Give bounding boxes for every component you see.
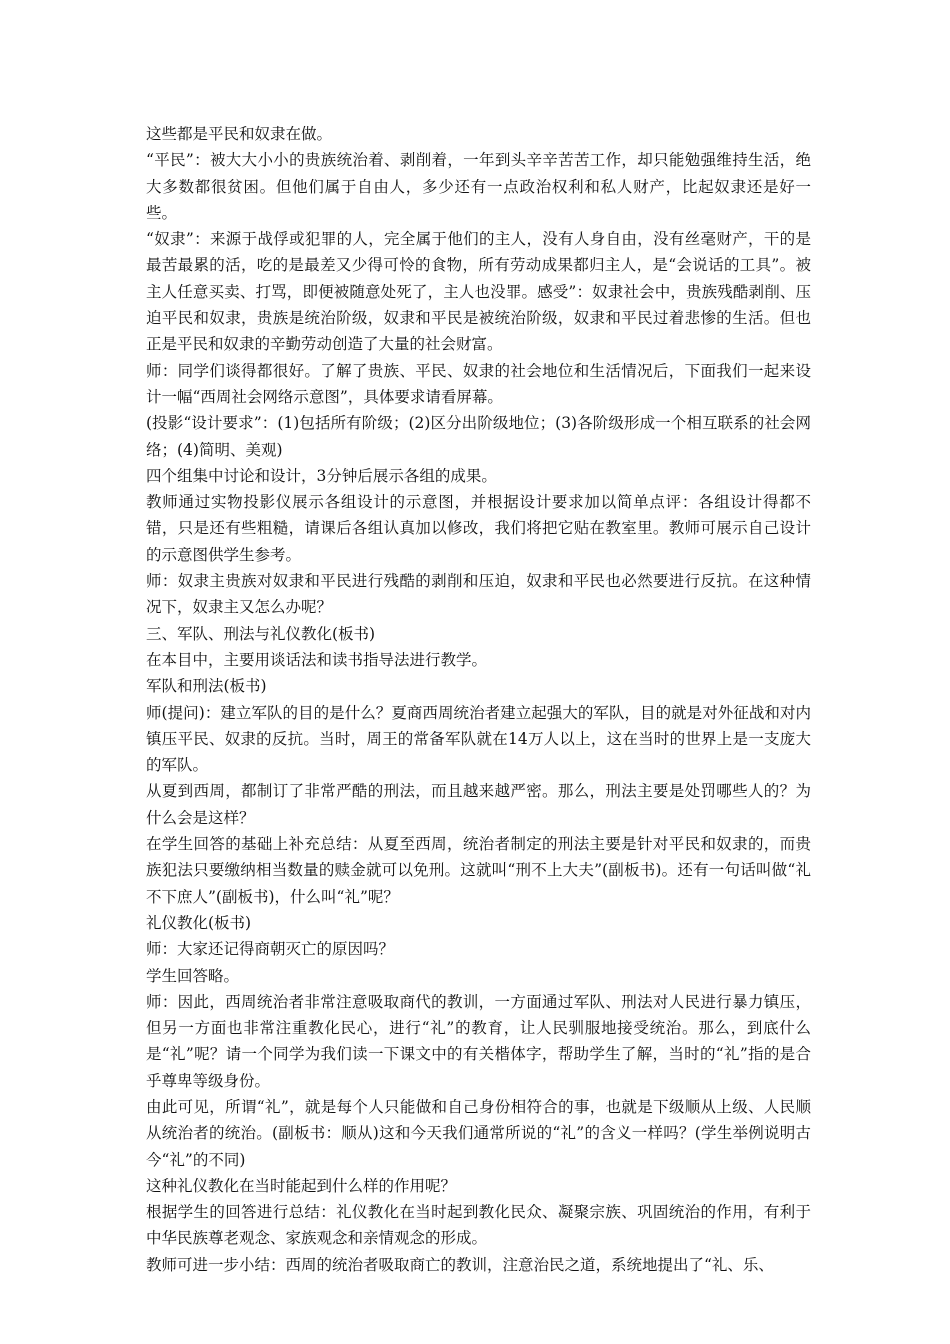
- paragraph: 师：同学们谈得都很好。了解了贵族、平民、奴隶的社会地位和生活情况后，下面我们一起来设计一幅“西周社会网络示意图”，具体要求请看屏幕。: [146, 361, 811, 406]
- paragraph: 这些都是平民和奴隶在做。: [146, 125, 333, 143]
- paragraph: 在本目中，主要用谈话法和读书指导法进行教学。: [146, 650, 488, 669]
- paragraph: “平民”：被大大小小的贵族统治着、剥削着，一年到头辛辛苦苦工作，却只能勉强维持生活，绝大多数都很贫困。但他们属于自由人，多少还有一点政治权利和私人财产，比起奴隶还是好一些。: [146, 151, 811, 222]
- paragraph: 师：因此，西周统治者非常注意吸取商代的教训，一方面通过军队、刑法对人民进行暴力镇压，但另一方面也非常注重教化民心，进行“礼”的教育，让人民驯服地接受统治。那么，到底什么是“礼”呢？请一个同学为我们读一下课文中的有关楷体字，帮助学生了解，当时的“礼”指的是合乎尊卑等级身份。: [146, 992, 811, 1090]
- paragraph: 四个组集中讨论和设计，3分钟后展示各组的成果。: [146, 466, 497, 485]
- paragraph: 教师可进一步小结：西周的统治者吸取商亡的教训，注意治民之道，系统地提出了“礼、乐、: [146, 1255, 774, 1274]
- paragraph: 师：奴隶主贵族对奴隶和平民进行残酷的剥削和压迫，奴隶和平民也必然要进行反抗。在这种情况下，奴隶主又怎么办呢？: [146, 572, 811, 617]
- section-heading: 三、军队、刑法与礼仪教化(板书): [146, 624, 376, 643]
- paragraph: 从夏到西周，都制订了非常严酷的刑法，而且越来越严密。那么，刑法主要是处罚哪些人的？为什么会是这样？: [146, 782, 811, 827]
- paragraph: 教师通过实物投影仪展示各组设计的示意图，并根据设计要求加以简单点评：各组设计得都不错，只是还有些粗糙，请课后各组认真加以修改，我们将把它贴在教室里。教师可展示自己设计的示意图供学生参考。: [146, 493, 811, 564]
- paragraph: 师(提问)：建立军队的目的是什么？夏商西周统治者建立起强大的军队，目的就是对外征战和对内镇压平民、奴隶的反抗。当时，周王的常备军队就在14万人以上，这在当时的世界上是一支庞大的军队。: [146, 703, 811, 775]
- paragraph: 根据学生的回答进行总结：礼仪教化在当时起到教化民众、凝聚宗族、巩固统治的作用，有利于中华民族尊老观念、家族观念和亲情观念的形成。: [146, 1203, 811, 1248]
- document-body: [146, 121, 811, 1278]
- paragraph: (投影“设计要求”：(1)包括所有阶级；(2)区分出阶级地位；(3)各阶级形成一个相互联系的社会网络；(4)简明、美观): [146, 414, 811, 459]
- paragraph: 在学生回答的基础上补充总结：从夏至西周，统治者制定的刑法主要是针对平民和奴隶的，而贵族犯法只要缴纳相当数量的赎金就可以免刑。这就叫“刑不上大夫”(副板书)。还有一句话叫做“礼不下庶人”(副板书)，什么叫“礼”呢？: [146, 835, 811, 906]
- paragraph: 师：大家还记得商朝灭亡的原因吗？: [146, 940, 395, 959]
- paragraph: 这种礼仪教化在当时能起到什么样的作用呢？: [146, 1176, 457, 1195]
- subsection-heading: 军队和刑法(板书): [146, 677, 267, 696]
- paragraph: 由此可见，所谓“礼”，就是每个人只能做和自己身份相符合的事，也就是下级顺从上级、人民顺从统治者的统治。(副板书：顺从)这和今天我们通常所说的“礼”的含义一样吗？(学生举例说明古今“礼”的不同): [146, 1097, 811, 1169]
- paragraph: 学生回答略。: [146, 966, 240, 985]
- paragraph: “奴隶”：来源于战俘或犯罪的人，完全属于他们的主人，没有人身自由，没有丝毫财产，干的是最苦最累的活，吃的是最差又少得可怜的食物，所有劳动成果都归主人，是“会说话的工具”。被主人任意买卖、打骂，即便被随意处死了，主人也没罪。感受”：奴隶社会中，贵族残酷剥削、压迫平民和奴隶，贵族是统治阶级，奴隶和平民是被统治阶级，奴隶和平民过着悲惨的生活。但也正是平民和奴隶的辛勤劳动创造了大量的社会财富。: [146, 230, 811, 354]
- subsection-heading: 礼仪教化(板书): [146, 913, 252, 932]
